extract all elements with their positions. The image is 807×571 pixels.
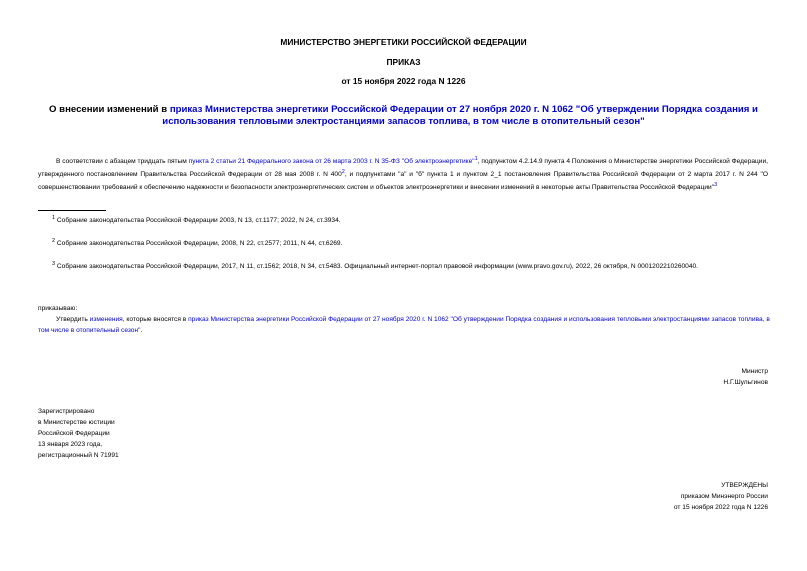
approved-line: от 15 ноября 2022 года N 1226 [673,504,768,511]
footnote-text: Собрание законодательства Российской Федерации, 2017, N 11, ст.1562; 2018, N 34, ст.5483. Официальный интернет-портал правовой информации (www.pravo.gov.ru), 2022, 26 октября, N 0001202210260040. [55,263,699,271]
doc-type-heading: ПРИКАЗ [386,57,421,67]
signature-name: Н.Г.Шульгинов [723,379,768,386]
preamble-text-3: , и подпунктами "а" и "б" пункта 1 и пунктом 2_1 постановления Правительства Российской Федерации от 2 марта 2017 г. N 244 "О совершенствовании требований к обеспечению надежности и безопасности электроэнергетических систем и объектов электроэнергетики и внесении изменений в некоторые акты Правительства Российской Федерации" [38,171,768,192]
registration-line: Российской Федерации [38,430,110,437]
footnote-mark: 1 [52,215,56,221]
footnote-ref-1[interactable]: 1 [474,156,478,162]
doc-date-number: от 15 ноября 2022 года N 1226 [341,76,466,86]
approved-line: УТВЕРЖДЕНЫ [721,482,768,489]
preamble-link-law[interactable]: пункта 2 статьи 21 Федерального закона от 26 марта 2003 г. N 35-ФЗ "Об электроэнергетике" [188,158,475,166]
title-link[interactable]: приказ Министерства энергетики Российской Федерации от 27 ноября 2020 г. N 1062 "Об утверждении Порядка создания и использования тепловыми электростанциями запасов топлива, в том числе в отопительный сезон" [162,104,758,127]
footnote-1 [52,215,341,224]
footnote-separator [38,210,106,211]
order-paragraph [38,314,770,336]
registration-line: в Министерстве юстиции [38,419,115,426]
order-keyword: приказываю: [38,305,78,312]
registration-line: Зарегистрировано [38,408,95,415]
order-link-changes[interactable]: изменения [89,316,123,323]
order-text-3: . [140,327,143,334]
footnote-text: Собрание законодательства Российской Федерации 2003, N 13, ст.1177; 2022, N 24, ст.3934. [55,217,341,225]
footnote-3 [52,261,698,270]
registration-line: регистрационный N 71991 [38,452,119,459]
preamble-text-1: В соответствии с абзацем тридцать пятым [56,158,189,166]
footnote-ref-3[interactable]: 3 [714,182,718,189]
preamble-paragraph [38,154,768,194]
signature-role: Министр [741,368,768,375]
order-link-prikaz[interactable]: приказ Министерства энергетики Российской Федерации от 27 ноября 2020 г. N 1062 "Об утверждении Порядка создания и использования тепловыми электростанциями запасов топлива, в том числе в отопительный сезон" [38,316,770,334]
footnote-mark: 3 [52,261,56,267]
footnote-2 [52,238,342,247]
approved-line: приказом Минэнерго России [680,493,768,500]
document-title [30,104,777,128]
footnote-mark: 2 [52,238,56,244]
order-text-1: Утвердить [56,316,90,323]
preamble-text-2: , подпунктом 4.2.14.9 пункта 4 Положения о Министерстве энергетики Российской Федерации, утвержденного постановлением Правительства Российской Федерации от 28 мая 2008 г. N 400 [38,158,769,179]
title-prefix: О внесении изменений в [49,104,170,115]
footnote-ref-2[interactable]: 2 [341,169,345,176]
footnote-text: Собрание законодательства Российской Федерации, 2008, N 22, ст.2577; 2011, N 44, ст.6269. [55,240,343,248]
ministry-heading: МИНИСТЕРСТВО ЭНЕРГЕТИКИ РОССИЙСКОЙ ФЕДЕРАЦИИ [280,37,527,47]
order-text-2: , которые вносятся в [122,316,189,323]
registration-line: 13 января 2023 года, [38,441,103,448]
